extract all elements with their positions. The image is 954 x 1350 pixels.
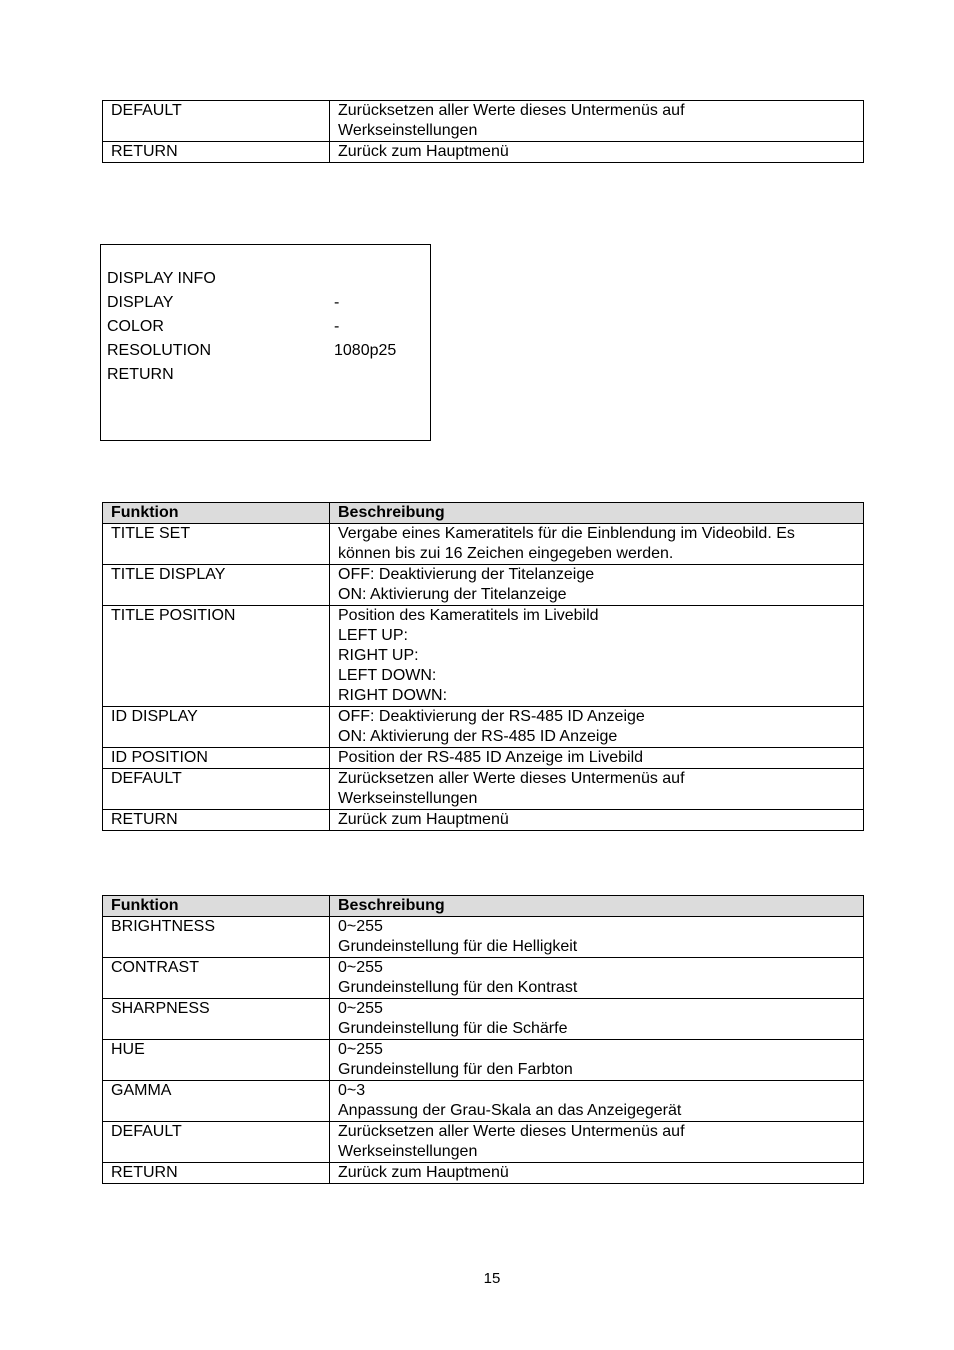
table-row bbox=[103, 1040, 864, 1081]
description-cell bbox=[330, 769, 864, 810]
description-line: Anpassung der Grau-Skala an das Anzeigegerät bbox=[338, 1102, 682, 1119]
description-line: Werkseinstellungen bbox=[338, 790, 478, 807]
table-row bbox=[103, 1163, 864, 1184]
header-beschreibung: Beschreibung bbox=[330, 503, 864, 524]
function-cell: ID POSITION bbox=[103, 748, 330, 769]
description-line: Grundeinstellung für die Schärfe bbox=[338, 1020, 568, 1037]
description-line: Grundeinstellung für die Helligkeit bbox=[338, 938, 578, 955]
description-line: Position der RS-485 ID Anzeige im Livebild bbox=[338, 749, 644, 766]
display-info-osd-menu bbox=[100, 244, 431, 441]
description-line: Position des Kameratitels im Livebild bbox=[338, 607, 599, 624]
osd-value: - bbox=[334, 318, 340, 335]
description-cell bbox=[330, 1163, 864, 1184]
description-cell bbox=[330, 524, 864, 565]
osd-label: RETURN bbox=[107, 366, 174, 383]
function-cell: RETURN bbox=[103, 1163, 330, 1184]
description-line: Grundeinstellung für den Kontrast bbox=[338, 979, 578, 996]
table-row bbox=[103, 707, 864, 748]
description-line: können bis zui 16 Zeichen eingegeben werden. bbox=[338, 545, 674, 562]
function-cell: DEFAULT bbox=[103, 101, 330, 142]
description-line: 0~255 bbox=[338, 1000, 383, 1017]
description-cell bbox=[330, 748, 864, 769]
description-cell bbox=[330, 707, 864, 748]
function-cell: TITLE DISPLAY bbox=[103, 565, 330, 606]
description-line: RIGHT UP: bbox=[338, 647, 419, 664]
function-cell: TITLE POSITION bbox=[103, 606, 330, 707]
description-line: OFF: Deaktivierung der RS-485 ID Anzeige bbox=[338, 708, 645, 725]
description-line: RIGHT DOWN: bbox=[338, 687, 448, 704]
function-cell: CONTRAST bbox=[103, 958, 330, 999]
osd-value: 1080p25 bbox=[334, 342, 397, 359]
function-cell: ID DISPLAY bbox=[103, 707, 330, 748]
description-line: Zurück zum Hauptmenü bbox=[338, 143, 509, 160]
table-row bbox=[103, 101, 864, 142]
table-header-row bbox=[103, 503, 864, 524]
table-row bbox=[103, 606, 864, 707]
function-cell: HUE bbox=[103, 1040, 330, 1081]
header-beschreibung: Beschreibung bbox=[330, 896, 864, 917]
description-line: Zurück zum Hauptmenü bbox=[338, 1164, 509, 1181]
description-line: Grundeinstellung für den Farbton bbox=[338, 1061, 573, 1078]
table-row bbox=[103, 810, 864, 831]
function-cell: GAMMA bbox=[103, 1081, 330, 1122]
description-line: 0~3 bbox=[338, 1082, 366, 1099]
description-line: Vergabe eines Kameratitels für die Einblendung im Videobild. Es bbox=[338, 525, 795, 542]
description-line: Werkseinstellungen bbox=[338, 1143, 478, 1160]
table-row bbox=[103, 748, 864, 769]
description-cell bbox=[330, 999, 864, 1040]
table-row bbox=[103, 999, 864, 1040]
table-row bbox=[103, 142, 864, 163]
description-cell bbox=[330, 1122, 864, 1163]
description-line: 0~255 bbox=[338, 1041, 383, 1058]
table-row bbox=[103, 1122, 864, 1163]
header-funktion: Funktion bbox=[103, 896, 330, 917]
osd-label: COLOR bbox=[107, 318, 164, 335]
description-cell bbox=[330, 1081, 864, 1122]
function-cell: SHARPNESS bbox=[103, 999, 330, 1040]
image-settings-table bbox=[102, 895, 864, 1184]
description-cell bbox=[330, 606, 864, 707]
function-cell: BRIGHTNESS bbox=[103, 917, 330, 958]
function-cell: RETURN bbox=[103, 810, 330, 831]
osd-value: - bbox=[334, 294, 340, 311]
description-cell bbox=[330, 1040, 864, 1081]
description-line: Werkseinstellungen bbox=[338, 122, 478, 139]
description-cell bbox=[330, 810, 864, 831]
table-header-row bbox=[103, 896, 864, 917]
description-line: 0~255 bbox=[338, 959, 383, 976]
function-cell: TITLE SET bbox=[103, 524, 330, 565]
table-row bbox=[103, 958, 864, 999]
function-cell: RETURN bbox=[103, 142, 330, 163]
description-line: ON: Aktivierung der RS-485 ID Anzeige bbox=[338, 728, 618, 745]
header-funktion: Funktion bbox=[103, 503, 330, 524]
osd-label: RESOLUTION bbox=[107, 342, 212, 359]
description-cell bbox=[330, 101, 864, 142]
description-cell bbox=[330, 142, 864, 163]
description-line: LEFT UP: bbox=[338, 627, 408, 644]
table-row bbox=[103, 524, 864, 565]
description-line: ON: Aktivierung der Titelanzeige bbox=[338, 586, 567, 603]
table-row bbox=[103, 1081, 864, 1122]
osd-label: DISPLAY bbox=[107, 294, 174, 311]
page-number: 15 bbox=[483, 1270, 501, 1287]
table-row bbox=[103, 769, 864, 810]
description-line: 0~255 bbox=[338, 918, 383, 935]
description-line: Zurück zum Hauptmenü bbox=[338, 811, 509, 828]
table-row bbox=[103, 917, 864, 958]
description-line: LEFT DOWN: bbox=[338, 667, 437, 684]
table-row bbox=[103, 565, 864, 606]
description-line: Zurücksetzen aller Werte dieses Untermenüs auf bbox=[338, 770, 685, 787]
title-settings-table bbox=[102, 502, 864, 831]
function-cell: DEFAULT bbox=[103, 1122, 330, 1163]
description-cell bbox=[330, 958, 864, 999]
osd-title: DISPLAY INFO bbox=[107, 270, 216, 287]
function-cell: DEFAULT bbox=[103, 769, 330, 810]
description-line: OFF: Deaktivierung der Titelanzeige bbox=[338, 566, 595, 583]
submenu-table-continuation bbox=[102, 100, 864, 163]
description-line: Zurücksetzen aller Werte dieses Untermenüs auf bbox=[338, 102, 685, 119]
description-cell bbox=[330, 917, 864, 958]
description-line: Zurücksetzen aller Werte dieses Untermenüs auf bbox=[338, 1123, 685, 1140]
description-cell bbox=[330, 565, 864, 606]
